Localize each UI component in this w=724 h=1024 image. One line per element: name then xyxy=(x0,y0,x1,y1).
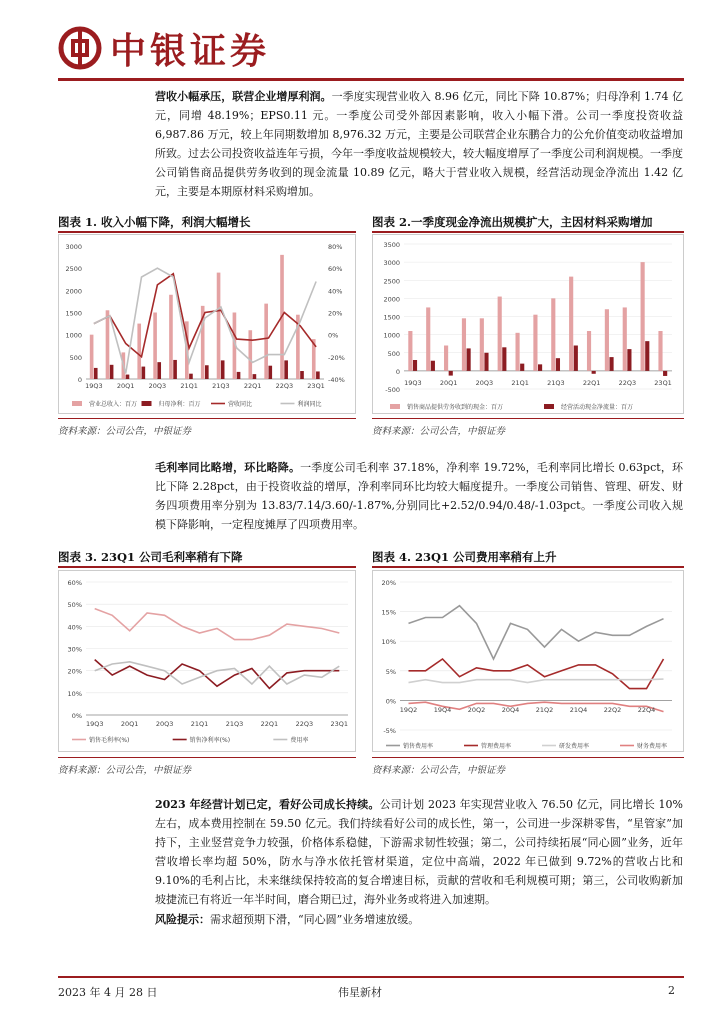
series-line xyxy=(95,660,340,689)
bar xyxy=(284,360,288,379)
paragraph-risk xyxy=(155,910,683,929)
footer-company: 伟星新材 xyxy=(338,986,382,999)
fig3-chart xyxy=(58,570,356,752)
bar xyxy=(431,361,435,371)
y-tick-label: 60% xyxy=(67,579,82,587)
bar xyxy=(264,304,268,379)
bar xyxy=(253,374,257,379)
legend-label: 利润同比 xyxy=(297,401,322,408)
bar xyxy=(605,309,609,371)
bar xyxy=(592,371,596,374)
y-tick-label: 10% xyxy=(67,689,82,698)
bar xyxy=(663,371,667,376)
fig4-source: 资料来源：公司公告，中银证券 xyxy=(372,765,506,776)
fig2-chart xyxy=(372,234,684,414)
bar xyxy=(248,330,252,379)
fig2-rule xyxy=(372,231,684,233)
paragraph-lead: 营收小幅承压，联营企业增厚利润。 xyxy=(155,90,332,103)
fig2-bottom-rule xyxy=(372,418,684,419)
bar xyxy=(413,360,417,371)
bar xyxy=(237,372,241,379)
y2-tick-label: 40% xyxy=(328,287,343,296)
legend-label: 销售商品提供劳务收到的现金：百万 xyxy=(407,404,504,411)
bar xyxy=(426,307,430,370)
bank-logo-icon xyxy=(58,26,102,70)
bar xyxy=(467,348,471,370)
y-tick-label: 1000 xyxy=(65,331,82,340)
x-tick-label: 22Q3 xyxy=(618,379,637,387)
y-tick-label: 3000 xyxy=(383,259,400,268)
y2-tick-label: 60% xyxy=(328,265,343,274)
series-line xyxy=(409,659,664,689)
bar xyxy=(157,362,161,379)
fig3-source: 资料来源：公司公告，中银证券 xyxy=(58,765,192,776)
legend-swatch xyxy=(142,401,152,406)
bar xyxy=(484,353,488,371)
bar xyxy=(408,331,412,371)
bar xyxy=(641,262,645,371)
x-tick-label: 19Q2 xyxy=(399,706,418,714)
y-tick-label: 2000 xyxy=(383,295,400,304)
y-tick-label: 2500 xyxy=(383,277,400,286)
x-tick-label: 20Q1 xyxy=(439,379,458,387)
x-tick-label: 20Q3 xyxy=(148,382,167,390)
y2-tick-label: -20% xyxy=(328,353,345,362)
legend-label: 管理费用率 xyxy=(481,743,512,750)
y2-tick-label: 80% xyxy=(328,243,343,251)
x-tick-label: 19Q4 xyxy=(433,706,452,714)
bar xyxy=(520,364,524,371)
paragraph-margin xyxy=(155,458,683,534)
fig1-title: 图表 1. 收入小幅下降，利润大幅增长 xyxy=(58,215,251,229)
fig4-rule xyxy=(372,566,684,568)
legend-swatch xyxy=(72,401,82,406)
bar xyxy=(658,331,662,371)
y-tick-label: -5% xyxy=(383,727,396,735)
legend-label: 研发费用率 xyxy=(559,743,590,750)
y-tick-label: 0% xyxy=(71,712,82,720)
company-name: 中银证券 xyxy=(110,29,271,72)
bar xyxy=(538,364,542,371)
bar xyxy=(533,315,537,371)
x-tick-label: 20Q3 xyxy=(475,379,494,387)
y-tick-label: 5% xyxy=(385,667,396,676)
x-tick-label: 22Q4 xyxy=(637,706,656,714)
fig3-title: 图表 3. 23Q1 公司毛利率稍有下降 xyxy=(58,550,243,564)
legend-label: 营业总收入：百万 xyxy=(89,401,138,408)
bar xyxy=(221,360,225,379)
y-tick-label: 1500 xyxy=(65,309,82,318)
x-tick-label: 21Q3 xyxy=(225,720,244,728)
legend-swatch xyxy=(390,404,400,409)
bar xyxy=(110,365,114,379)
fig1-bottom-rule xyxy=(58,418,356,419)
x-tick-label: 21Q3 xyxy=(547,379,565,387)
y-tick-label: 20% xyxy=(67,667,82,676)
x-tick-label: 21Q1 xyxy=(511,379,529,387)
y-tick-label: 3000 xyxy=(65,243,82,251)
bar xyxy=(205,365,209,379)
x-tick-label: 22Q3 xyxy=(275,382,294,390)
legend-label: 经营活动现金净流量：百万 xyxy=(561,404,634,411)
paragraph-body: 一季度公司毛利率 37.18%，净利率 19.72%，毛利率同比增长 0.63pct，环比下降 2.28pct，由于投资收益的增厚，净利率同环比均较大幅度提升。一季度公司销售、管理、研发、财务四项费用率分别为 13.83/7.14/3.60/-1.87%,分别同比+2.52/0.94/0.48/-1.03pct。一季度公司收入规模下降影响，一定程度摊厚了四项费用率。 xyxy=(155,461,684,531)
paragraph-body: 需求超预期下滑，“同心圆”业务增速放缓。 xyxy=(210,913,420,926)
y-tick-label: 3500 xyxy=(383,241,400,249)
paragraph-body: 公司计划 2023 年实现营业收入 76.50 亿元，同比增长 10%左右，成本费用控制在 59.50 亿元。我们持续看好公司的成长性，第一，公司进一步深耕零售，“星管家”加持下，主业竖营竞争力较强，价格体系稳健，下游需求韧性较强；第二，公司持续拓展“同心圆”业务，近年营收增长率均超 50%，防水与净水依托管材渠道，定位中高端，2022 年已做到 9.72%的营收占比和 9.10%的毛利占比，未来继续保持较高的复合增速目标，贡献的营收和毛利规模可期；第三，公司收购新加坡捷流已有将近一年半时间，磨合期已过，海外业务或将进入加速期。 xyxy=(155,798,683,906)
bar xyxy=(627,349,631,371)
fig4-title: 图表 4. 23Q1 公司费用率稍有上升 xyxy=(372,550,557,564)
y-tick-label: 0% xyxy=(385,697,396,706)
bar xyxy=(268,366,272,379)
x-tick-label: 20Q2 xyxy=(467,706,486,714)
x-tick-label: 19Q3 xyxy=(85,720,104,728)
y-tick-label: 0 xyxy=(395,367,400,376)
x-tick-label: 23Q1 xyxy=(654,379,672,387)
fig1-rule xyxy=(58,231,356,233)
bar xyxy=(217,273,221,379)
fig2-source: 资料来源：公司公告，中银证券 xyxy=(372,426,506,437)
paragraph-revenue xyxy=(155,87,683,201)
bar xyxy=(137,324,141,379)
x-tick-label: 23Q1 xyxy=(307,382,325,390)
bar xyxy=(609,357,613,371)
x-tick-label: 22Q2 xyxy=(603,706,622,714)
x-tick-label: 21Q3 xyxy=(212,382,230,390)
fig1-chart xyxy=(58,234,356,414)
legend-label: 费用率 xyxy=(290,737,309,744)
legend-label: 归母净利：百万 xyxy=(158,401,201,408)
bar xyxy=(189,374,193,379)
bar xyxy=(556,358,560,371)
bar xyxy=(94,368,98,379)
footer-rule xyxy=(58,976,684,978)
y-tick-label: 50% xyxy=(67,601,82,610)
y-tick-label: 0 xyxy=(77,376,82,384)
series-line xyxy=(95,662,340,684)
fig3-bottom-rule xyxy=(58,757,356,758)
x-tick-label: 20Q4 xyxy=(501,706,520,714)
footer-date: 2023 年 4 月 28 日 xyxy=(58,986,158,999)
x-tick-label: 23Q1 xyxy=(330,720,349,728)
x-tick-label: 21Q4 xyxy=(569,706,588,714)
legend-label: 销售净利率(%) xyxy=(189,737,231,744)
bar xyxy=(645,341,649,371)
bar xyxy=(126,375,130,379)
footer-page-number: 2 xyxy=(668,984,675,997)
bar xyxy=(300,371,304,379)
y-tick-label: -500 xyxy=(385,386,400,394)
series-line xyxy=(95,609,340,640)
paragraph-lead: 风险提示： xyxy=(155,913,210,926)
bar xyxy=(515,333,519,371)
bar xyxy=(587,331,591,371)
x-tick-label: 19Q3 xyxy=(85,382,103,390)
y-tick-label: 20% xyxy=(381,579,396,587)
x-tick-label: 20Q3 xyxy=(155,720,174,728)
fig4-bottom-rule xyxy=(372,757,684,758)
fig1-source: 资料来源：公司公告，中银证券 xyxy=(58,426,192,437)
fig4-chart xyxy=(372,570,684,752)
bar xyxy=(444,346,448,371)
y2-tick-label: 20% xyxy=(328,309,343,318)
bar xyxy=(462,318,466,371)
series-line xyxy=(409,606,664,659)
y-tick-label: 2000 xyxy=(65,287,82,296)
header-rule xyxy=(58,78,684,81)
x-tick-label: 22Q3 xyxy=(295,720,314,728)
x-tick-label: 20Q1 xyxy=(120,720,139,728)
bar xyxy=(569,277,573,371)
bar xyxy=(106,310,110,379)
bar xyxy=(623,307,627,370)
bar xyxy=(480,318,484,371)
legend-swatch xyxy=(544,404,554,409)
y-tick-label: 1000 xyxy=(383,331,400,340)
y-tick-label: 500 xyxy=(387,349,400,358)
header-logo xyxy=(58,18,270,78)
bar xyxy=(316,371,320,379)
bar xyxy=(502,347,506,371)
bar xyxy=(449,371,453,376)
x-tick-label: 22Q1 xyxy=(243,382,262,390)
chart-frame xyxy=(373,571,684,752)
legend-label: 销售费用率 xyxy=(403,743,434,750)
y-tick-label: 30% xyxy=(67,645,82,654)
bar xyxy=(574,346,578,371)
bar xyxy=(142,367,146,379)
paragraph-outlook xyxy=(155,795,683,909)
bar xyxy=(153,313,157,380)
fig2-title: 图表 2.一季度现金净流出规模扩大，主因材料采购增加 xyxy=(372,215,653,229)
bar xyxy=(498,297,502,371)
y-tick-label: 40% xyxy=(67,623,82,632)
series-line xyxy=(409,679,664,683)
x-tick-label: 21Q1 xyxy=(190,720,209,728)
fig3-rule xyxy=(58,566,356,568)
x-tick-label: 20Q1 xyxy=(116,382,135,390)
y-tick-label: 2500 xyxy=(65,265,82,274)
x-tick-label: 22Q1 xyxy=(260,720,279,728)
y-tick-label: 10% xyxy=(381,638,396,647)
x-tick-label: 19Q3 xyxy=(404,379,422,387)
legend-label: 销售毛利率(%) xyxy=(89,737,130,744)
bar xyxy=(169,295,173,379)
legend-label: 财务费用率 xyxy=(637,743,668,750)
bar xyxy=(551,298,555,371)
paragraph-body: 一季度实现营业收入 8.96 亿元，同比下降 10.87%；归母净利 1.74 亿元，同增 48.19%；EPS0.11 元。一季度公司受外部因素影响，收入小幅下滑。公司一季度投资收益 6,987.86 万元，较上年同期数增加 8,976.32 万元，主要是公司联营企业东鹏合力的公允价值变动收益增加所致。过去公司投资收益连年亏损，今年一季度收益规模较大，较大幅度增厚了一季度公司利润规模。一季度公司销售商品提供劳务收到的现金流量 10.89 亿元，略大于营业收入规模，经营活动现金净流出 1.42 亿元，主要是本期原材料采购增加。 xyxy=(155,90,683,198)
y2-tick-label: -40% xyxy=(328,376,345,384)
x-tick-label: 21Q2 xyxy=(535,706,554,714)
x-tick-label: 21Q1 xyxy=(180,382,198,390)
bar xyxy=(173,360,177,379)
bar xyxy=(90,335,94,379)
paragraph-lead: 2023 年经营计划已定，看好公司成长持续。 xyxy=(155,798,380,811)
y-tick-label: 500 xyxy=(69,353,82,362)
y-tick-label: 1500 xyxy=(383,313,400,322)
x-tick-label: 22Q1 xyxy=(582,379,601,387)
y-tick-label: 15% xyxy=(381,608,396,617)
legend-label: 营收同比 xyxy=(228,401,253,408)
paragraph-lead: 毛利率同比略增，环比略降。 xyxy=(155,461,301,474)
y2-tick-label: 0% xyxy=(328,331,339,340)
